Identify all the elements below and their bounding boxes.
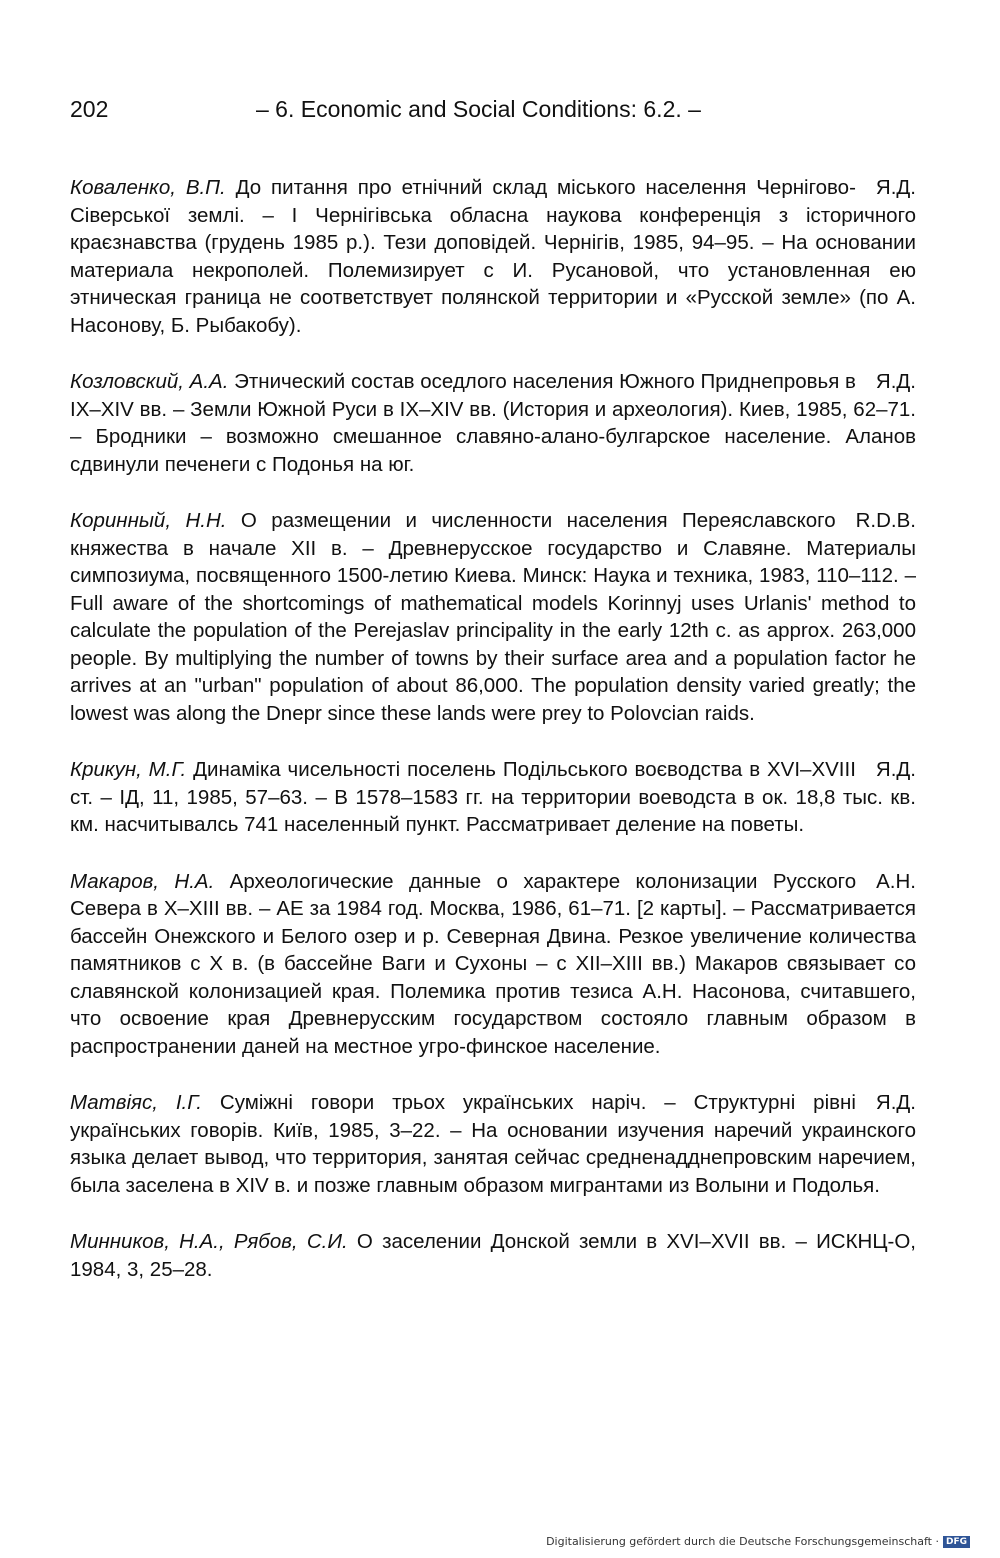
bibliography-entry <box>70 868 916 1061</box>
bibliography-entries <box>70 174 916 1283</box>
page-header <box>70 88 916 132</box>
dfg-logo: DFG <box>943 1536 970 1548</box>
bibliography-entry <box>70 756 916 839</box>
entry-text: Динаміка чисельності поселень Подільського воєводства в XVI–XVIII ст. – ІД, 11, 1985, 57–63. – В 1578–1583 гг. на территории воеводста в ок. 18,8 тыс. кв. км. насчитывалсь 741 населенный пункт. Рассматривает деление на поветы. <box>70 758 916 836</box>
entry-author: Коваленко, В.П. <box>70 176 226 199</box>
bibliography-entry <box>70 368 916 478</box>
document-page <box>70 88 916 1312</box>
entry-text: Археологические данные о характере колонизации Русского Севера в X–XIII вв. – АЕ за 1984 год. Москва, 1986, 61–71. [2 карты]. – Рассматривается бассейн Онежского и Белого озер и р. Северная Двина. Резкое увеличение количества памятников с X в. (в бассейне Ваги и Сухоны – с XII–XIII вв.) Макаров связывает со славянской колонизацией края. Полемика против тезиса А.Н. Насонова, считавшего, что освоение края Древнерусским государством состояло главным образом в распространении даней на местное угро-финское население. <box>70 869 916 1058</box>
digitization-credit <box>546 1535 970 1548</box>
entry-text: До питання про етнічний склад міського населення Чернігово-Сіверської землі. – I Чернігівська обласна наукова конференція з історичного краєзнавства (грудень 1985 р.). Тези доповідей. Чернігів, 1985, 94–95. – На основании материала некрополей. Полемизирует с И. Русановой, что установленная ею этническая граница не соответствует полянской территории и «Русской земле» (по А. Насонову, Б. Рыбакобу). <box>70 176 916 337</box>
entry-author: Матвіяс, І.Г. <box>70 1091 203 1114</box>
entry-author: Макаров, Н.А. <box>70 869 215 893</box>
reviewer-initials: R.D.B. <box>855 509 916 532</box>
entry-author: Минников, Н.А., Рябов, С.И. <box>70 1230 348 1253</box>
entry-text: О заселении Донской земли в XVI–XVII вв. – ИСКНЦ-О, 1984, 3, 25–28. <box>70 1230 916 1281</box>
bibliography-entry <box>70 1228 916 1283</box>
reviewer-initials: Я.Д. <box>875 758 916 781</box>
bibliography-entry <box>70 174 916 339</box>
entry-author: Коринный, Н.Н. <box>70 509 227 532</box>
credit-text: Digitalisierung gefördert durch die Deutsche Forschungsgemeinschaft · <box>546 1535 939 1548</box>
reviewer-initials: Я.Д. <box>875 370 916 393</box>
entry-author: Крикун, М.Г. <box>70 758 187 781</box>
entry-text: Этнический состав оседлого населения Южного Приднепровья в IX–XIV вв. – Земли Южной Руси в IX–XIV вв. (История и археология). Киев, 1985, 62–71. – Бродники – возможно смешанное славяно-алано-булгарское население. Аланов сдвинули печенеги с Подонья на юг. <box>70 370 916 476</box>
entry-text: О размещении и численности населения Переяславского княжества в начале XII в. – Древнерусское государство и Славяне. Материалы симпозиума, посвященного 1500-летию Киева. Минск: Наука и техника, 1983, 110–112. – Full aware of the shortcomings of mathematical models Korinnyj uses Urlanis' method to calculate the population of the Perejaslav principality in the early 12th c. as approx. 263,000 people. By multiplying the number of towns by their surface area and a population factor he arrives at an "urban" population of about 86,000. The population density varied greatly; the lowest was along the Dnepr since these lands were prey to Polovcian raids. <box>70 509 916 725</box>
entry-author: Козловский, А.А. <box>70 370 229 393</box>
reviewer-initials: Я.Д. <box>875 176 916 199</box>
bibliography-entry <box>70 507 916 727</box>
reviewer-initials: А.Н. <box>876 869 916 893</box>
bibliography-entry <box>70 1089 916 1199</box>
entry-text: Суміжні говори трьох українських наріч. – Структурні рівні українських говорів. Київ, 1985, 3–22. – На основании изучения наречий украинского языка делает вывод, что территория, занятая сейчас средненадднепровским наречием, была заселена в XIV в. и позже главным образом мигрантами из Волыни и Подолья. <box>70 1091 916 1197</box>
running-head: – 6. Economic and Social Conditions: 6.2. – <box>256 96 701 122</box>
reviewer-initials: Я.Д. <box>875 1091 916 1114</box>
page-number: 202 <box>70 96 109 122</box>
